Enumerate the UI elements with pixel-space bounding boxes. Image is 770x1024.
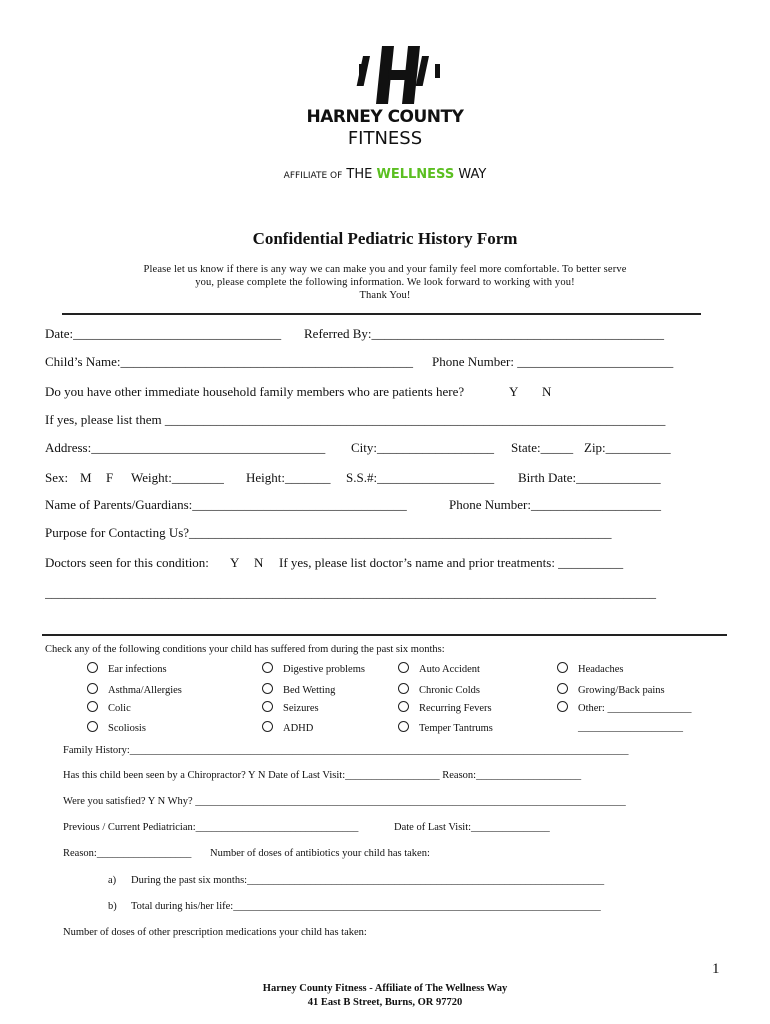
lifetime-label: b) xyxy=(108,901,117,912)
dumbbell-h-icon xyxy=(355,42,445,108)
condition-item[interactable] xyxy=(557,662,623,675)
condition-item[interactable] xyxy=(87,721,146,734)
purpose-field[interactable]: Purpose for Contacting Us?_________________________________________________________________ xyxy=(45,525,612,540)
condition-item[interactable] xyxy=(557,701,691,714)
checkbox-circle-icon[interactable] xyxy=(398,701,409,712)
antibiotics-label: Number of doses of antibiotics your child has taken: xyxy=(210,848,430,859)
checkbox-circle-icon[interactable] xyxy=(87,721,98,732)
ssn-field[interactable]: S.S.#:__________________ xyxy=(346,470,495,485)
footer-line-1: Harney County Fitness - Affiliate of The Wellness Way xyxy=(262,983,508,994)
birth-date-field[interactable]: Birth Date:_____________ xyxy=(518,470,661,485)
pediatrician-last-visit-field[interactable]: Date of Last Visit:_______________ xyxy=(394,822,550,833)
condition-label: Auto Accident xyxy=(419,664,480,675)
sex-female[interactable]: F xyxy=(106,470,114,485)
checkbox-circle-icon[interactable] xyxy=(262,662,273,673)
chiropractor-field[interactable]: Has this child been seen by a Chiropractor? Y N Date of Last Visit:__________________ Reason:____________________ xyxy=(63,770,582,781)
parents-field[interactable]: Name of Parents/Guardians:_________________________________ xyxy=(45,497,407,512)
checkbox-circle-icon[interactable] xyxy=(87,662,98,673)
condition-label: Recurring Fevers xyxy=(419,703,492,714)
checkbox-circle-icon[interactable] xyxy=(262,721,273,732)
address-field[interactable]: Address:____________________________________ xyxy=(45,440,326,455)
parents-phone-field[interactable]: Phone Number:____________________ xyxy=(449,497,661,512)
condition-label: Chronic Colds xyxy=(419,685,480,696)
phone-number-field[interactable]: Phone Number: ________________________ xyxy=(432,354,674,369)
height-field[interactable]: Height:_______ xyxy=(246,470,331,485)
household-yes[interactable]: Y xyxy=(509,384,519,399)
affiliate-the: THE xyxy=(346,167,373,182)
family-history-field[interactable]: Family History:_______________________________________________________________________________________________ xyxy=(63,745,629,756)
conditions-heading: Check any of the following conditions your child has suffered from during the past six months: xyxy=(45,644,445,655)
doctors-no[interactable]: N xyxy=(254,555,264,570)
household-list-field[interactable]: If yes, please list them _____________________________________________________________________________ xyxy=(45,412,666,427)
condition-label: ADHD xyxy=(283,723,314,734)
checkbox-circle-icon[interactable] xyxy=(262,683,273,694)
other-rx-label: Number of doses of other prescription medications your child has taken: xyxy=(63,927,367,938)
condition-label: Other: ________________ xyxy=(578,703,692,714)
household-question: Do you have other immediate household family members who are patients here? xyxy=(45,384,465,399)
state-field[interactable]: State:_____ xyxy=(511,440,574,455)
doctors-yes[interactable]: Y xyxy=(230,555,240,570)
checkbox-circle-icon[interactable] xyxy=(87,683,98,694)
form-title: Confidential Pediatric History Form xyxy=(252,229,518,248)
pediatrician-field[interactable]: Previous / Current Pediatrician:_______________________________ xyxy=(63,822,359,833)
condition-label: Growing/Back pains xyxy=(578,685,665,696)
condition-item[interactable] xyxy=(262,683,335,696)
date-field[interactable]: Date:________________________________ xyxy=(45,326,282,341)
checkbox-circle-icon[interactable] xyxy=(262,701,273,712)
checkbox-circle-icon[interactable] xyxy=(557,662,568,673)
condition-item[interactable] xyxy=(87,683,182,696)
logo-subname: FITNESS xyxy=(347,128,423,149)
sex-male[interactable]: M xyxy=(80,470,92,485)
condition-label: Headaches xyxy=(578,664,624,675)
checkbox-circle-icon[interactable] xyxy=(557,683,568,694)
doctors-label: Doctors seen for this condition: xyxy=(45,555,209,570)
condition-item[interactable] xyxy=(87,662,167,675)
condition-item[interactable] xyxy=(87,701,131,714)
intro-line-3: Thank You! xyxy=(359,290,411,301)
satisfied-field[interactable]: Were you satisfied? Y N Why? __________________________________________________________________________________ xyxy=(63,796,626,807)
referred-by-field[interactable]: Referred By:_____________________________________________ xyxy=(304,326,665,341)
affiliate-way: WAY xyxy=(458,167,487,182)
doctors-continued-field[interactable]: ______________________________________________________________________________________________ xyxy=(45,585,656,600)
affiliate-line xyxy=(0,167,770,182)
condition-item[interactable] xyxy=(398,701,492,714)
past-six-field[interactable]: During the past six months:____________________________________________________________________ xyxy=(131,875,605,886)
reason-field[interactable]: Reason:__________________ xyxy=(63,848,192,859)
condition-item[interactable] xyxy=(398,683,480,696)
affiliate-wellness: WELLNESS xyxy=(376,167,455,182)
intro-line-1: Please let us know if there is any way we can make you and your family feel more comfortable. To better serve xyxy=(143,264,627,275)
divider xyxy=(62,313,701,315)
condition-label: Digestive problems xyxy=(283,664,365,675)
condition-item[interactable] xyxy=(262,662,365,675)
checkbox-circle-icon[interactable] xyxy=(398,662,409,673)
divider xyxy=(42,634,727,636)
weight-field[interactable]: Weight:________ xyxy=(131,470,224,485)
page-number: 1 xyxy=(712,961,720,977)
doctors-list-field[interactable]: If yes, please list doctor’s name and prior treatments: __________ xyxy=(279,555,624,570)
condition-item[interactable] xyxy=(398,721,493,734)
condition-item[interactable] xyxy=(262,701,319,714)
condition-label: Colic xyxy=(108,703,131,714)
footer-line-2: 41 East B Street, Burns, OR 97720 xyxy=(307,997,463,1008)
condition-label: Bed Wetting xyxy=(283,685,336,696)
condition-item[interactable] xyxy=(262,721,313,734)
condition-label: Ear infections xyxy=(108,664,167,675)
lifetime-field[interactable]: Total during his/her life:______________________________________________________________________ xyxy=(131,901,601,912)
logo-h-mark xyxy=(355,42,445,108)
household-no[interactable]: N xyxy=(542,384,552,399)
sex-label: Sex: xyxy=(45,470,69,485)
checkbox-circle-icon[interactable] xyxy=(398,721,409,732)
condition-label: Temper Tantrums xyxy=(419,723,493,734)
condition-item[interactable] xyxy=(557,683,665,696)
childs-name-field[interactable]: Child’s Name:_____________________________________________ xyxy=(45,354,413,369)
condition-label: Asthma/Allergies xyxy=(108,685,182,696)
affiliate-prefix: AFFILIATE OF xyxy=(283,171,343,181)
logo-name: HARNEY COUNTY xyxy=(306,107,464,127)
intro-line-2: you, please complete the following information. We look forward to working with you! xyxy=(195,277,575,288)
past-six-label: a) xyxy=(108,875,117,886)
zip-field[interactable]: Zip:__________ xyxy=(584,440,671,455)
condition-label: Seizures xyxy=(283,703,319,714)
condition-label: Scoliosis xyxy=(108,723,146,734)
checkbox-circle-icon[interactable] xyxy=(398,683,409,694)
condition-item[interactable] xyxy=(398,662,480,675)
checkbox-circle-icon[interactable] xyxy=(87,701,98,712)
other-condition-line[interactable]: ____________________ xyxy=(578,722,683,733)
city-field[interactable]: City:__________________ xyxy=(351,440,495,455)
checkbox-circle-icon[interactable] xyxy=(557,701,568,712)
